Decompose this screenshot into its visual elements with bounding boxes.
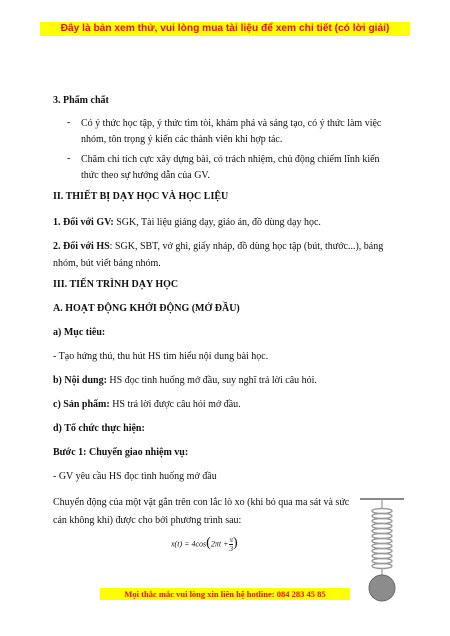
bullet-2: Chăm chỉ tích cực xây dựng bài, có trách nhiệm, chủ động chiếm lĩnh kiến thức theo sự hướng dẫn của GV.: [81, 154, 380, 181]
preview-banner: Đây là bản xem thử, vui lòng mua tài liệu để xem chi tiết (có lời giải): [40, 22, 410, 36]
equation-numerator: π: [229, 536, 233, 544]
organization-heading: d) Tổ chức thực hiện:: [53, 423, 145, 434]
bullet-1: Có ý thức học tập, ý thức tìm tòi, khám phá và sáng tạo, có ý thức làm việc nhóm, tôn trọng ý kiến các thành viên khi hợp tác.: [81, 118, 382, 145]
equation-denominator: 3: [229, 545, 233, 553]
step-1-heading: Bước 1: Chuyển giao nhiệm vụ:: [53, 447, 189, 458]
product-text: HS trả lời được câu hỏi mở đầu.: [109, 399, 241, 410]
equation: x(t) = 4cos(2πt + $\frac{\pi}{3}$ ): [171, 535, 238, 553]
equation-lhs: x(t) = 4cos: [171, 539, 207, 549]
spring-pendulum-illustration: [358, 497, 406, 603]
gv-line: [53, 216, 398, 230]
section-iii-heading: III. TIẾN TRÌNH DẠY HỌC: [53, 279, 179, 290]
hs-line: [53, 238, 398, 272]
mass-ball: [369, 575, 395, 601]
content-label: b) Nội dung:: [53, 375, 107, 386]
spring-coils: [372, 509, 392, 569]
content-line: [53, 374, 398, 388]
hs-label: 2. Đối với HS: [53, 241, 110, 252]
product-label: c) Sản phẩm:: [53, 399, 110, 410]
problem-text: Chuyển động của một vật gắn trên con lắc lò xo (khi bỏ qua ma sát và sức cản không khí) được cho bởi phương trình sau:: [53, 497, 350, 526]
gv-text: SGK, Tài liệu giảng dạy, giáo án, đồ dùng dạy học.: [113, 217, 321, 228]
section-3-heading: 3. Phẩm chất: [53, 95, 109, 106]
product-line: [53, 398, 398, 412]
section-a-heading: A. HOẠT ĐỘNG KHỞI ĐỘNG (MỞ ĐẦU): [53, 303, 240, 314]
content-text: HS đọc tình huống mở đầu, suy nghĩ trả lời câu hỏi.: [106, 375, 317, 386]
bullet-dash: -: [67, 153, 71, 164]
objective-text: - Tạo hứng thú, thu hút HS tìm hiểu nội dung bài học.: [53, 351, 269, 362]
bullet-dash: -: [67, 117, 71, 128]
step-1-text: - GV yêu cầu HS đọc tình huống mở đầu: [53, 471, 217, 482]
objective-heading: a) Mục tiêu:: [53, 327, 106, 338]
equation-argument: 2πt +: [210, 539, 229, 549]
hs-text: : SGK, SBT, vở ghi, giấy nháp, đồ dùng học tập (bút, thước...), bảng nhóm, bút viết bảng nhóm.: [53, 241, 384, 269]
gv-label: 1. Đối với GV:: [53, 217, 114, 228]
hotline-footer: Mọi thắc mắc vui lòng xin liên hệ hotline: 084 283 45 85: [100, 588, 350, 600]
section-ii-heading: II. THIẾT BỊ DẠY HỌC VÀ HỌC LIỆU: [53, 191, 229, 202]
